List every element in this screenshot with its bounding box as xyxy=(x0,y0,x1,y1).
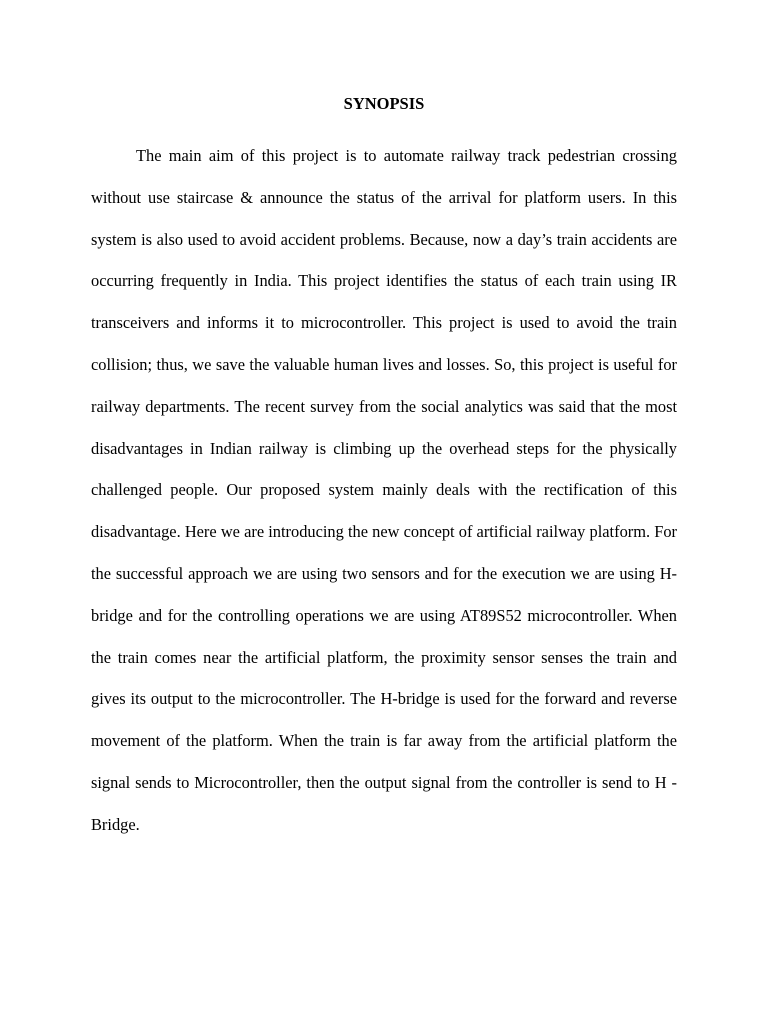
synopsis-paragraph: The main aim of this project is to automate railway track pedestrian crossing without use staircase & announce the status of the arrival for platform users. In this system is also used to avoid accident problems. Because, now a day’s train accidents are occurring frequently in India. This project identifies the status of each train using IR transceivers and informs it to microcontroller. This project is used to avoid the train collision; thus, we save the valuable human lives and losses. So, this project is useful for railway departments. The recent survey from the social analytics was said that the most disadvantages in Indian railway is climbing up the overhead steps for the physically challenged people. Our proposed system mainly deals with the rectification of this disadvantage. Here we are introducing the new concept of artificial railway platform. For the successful approach we are using two sensors and for the execution we are using H-bridge and for the controlling operations we are using AT89S52 microcontroller. When the train comes near the artificial platform, the proximity sensor senses the train and gives its output to the microcontroller. The H-bridge is used for the forward and reverse movement of the platform. When the train is far away from the artificial platform the signal sends to Microcontroller, then the output signal from the controller is send to H -Bridge. xyxy=(91,146,677,834)
page-title: SYNOPSIS xyxy=(343,94,425,113)
